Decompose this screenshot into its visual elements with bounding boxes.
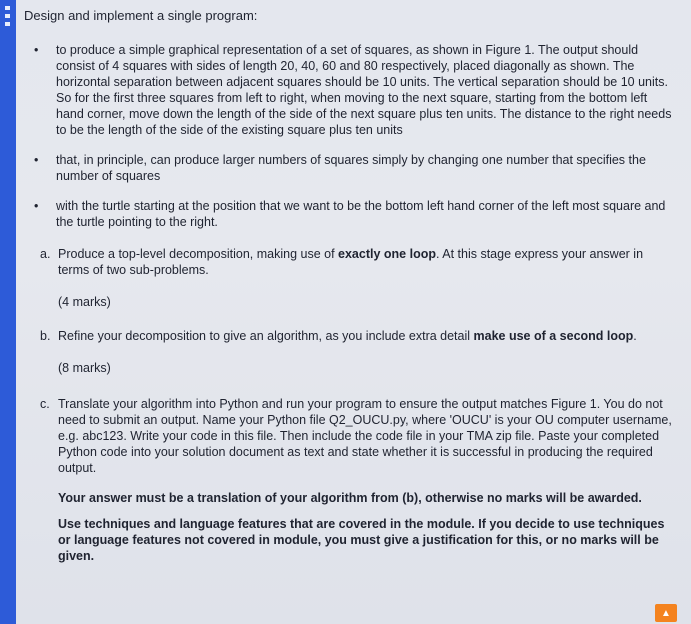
part-text: Translate your algorithm into Python and run your program to ensure the output matches Figure 1. You do not need to submit an output. Name your Python file Q2_OUCU.py, where 'OUCU' is your OU computer username, e.g. abc123. Write your code in this file. Then include the code file in your TMA zip file. Paste your completed Python code into your solution document as text and state whether it is successful in producing the required output. <box>58 397 672 475</box>
question-part-b <box>22 328 677 344</box>
question-part-a <box>22 246 677 278</box>
part-text-end: . At this stage express your answer in terms of two sub-problems. <box>58 247 644 277</box>
part-emphasis: make use of a second loop <box>473 329 634 343</box>
question-part-c <box>22 396 677 476</box>
drag-handle-dot <box>5 22 10 26</box>
bullet-text: that, in principle, can produce larger numbers of squares simply by changing one number that specifies the number of squares <box>56 153 646 183</box>
bullet-marker: • <box>34 199 39 213</box>
marks-label: (4 marks) <box>58 295 111 309</box>
drag-handle-dot <box>5 14 10 18</box>
warning-text: Your answer must be a translation of your algorithm from (b), otherwise no marks will be awarded. <box>58 491 642 505</box>
part-text-end: . <box>633 329 637 343</box>
part-emphasis: exactly one loop <box>338 247 436 261</box>
bullet-marker: • <box>34 43 39 57</box>
list-item <box>22 42 677 138</box>
bullet-text: with the turtle starting at the position that we want to be the bottom left hand corner of the left most square and the turtle pointing to the right. <box>56 199 666 229</box>
chevron-up-icon: ▲ <box>661 607 671 619</box>
part-text: Refine your decomposition to give an algorithm, as you include extra detail <box>58 329 474 343</box>
question-content <box>22 6 677 564</box>
list-item <box>22 152 677 184</box>
left-sidebar-strip <box>0 0 16 624</box>
part-label: b. <box>40 329 51 343</box>
part-label: a. <box>40 247 51 261</box>
part-label: c. <box>40 397 50 411</box>
marks-label: (8 marks) <box>58 361 111 375</box>
list-item <box>22 198 677 230</box>
bullet-marker: • <box>34 153 39 167</box>
scroll-to-top-button[interactable] <box>655 604 677 622</box>
part-text: Produce a top-level decomposition, making use of <box>58 247 339 261</box>
drag-handle-dot <box>5 6 10 10</box>
page-title: Design and implement a single program: <box>24 8 258 23</box>
warning-text: Use techniques and language features that are covered in the module. If you decide to use techniques or language features not covered in module, you must give a justification for this, or no marks will be given. <box>58 517 665 563</box>
bullet-text: to produce a simple graphical representation of a set of squares, as shown in Figure 1. The output should consist of 4 squares with sides of length 20, 40, 60 and 80 respectively, placed diagonally as shown. The horizontal separation between adjacent squares should be 10 units. The vertical separation should be 10 units. So for the first three squares from left to right, when moving to the next square, starting from the bottom left hand corner, move down the length of the side of the next square plus ten units. The distance to the right needs to be the length of the side of the existing square plus ten units <box>56 43 672 137</box>
